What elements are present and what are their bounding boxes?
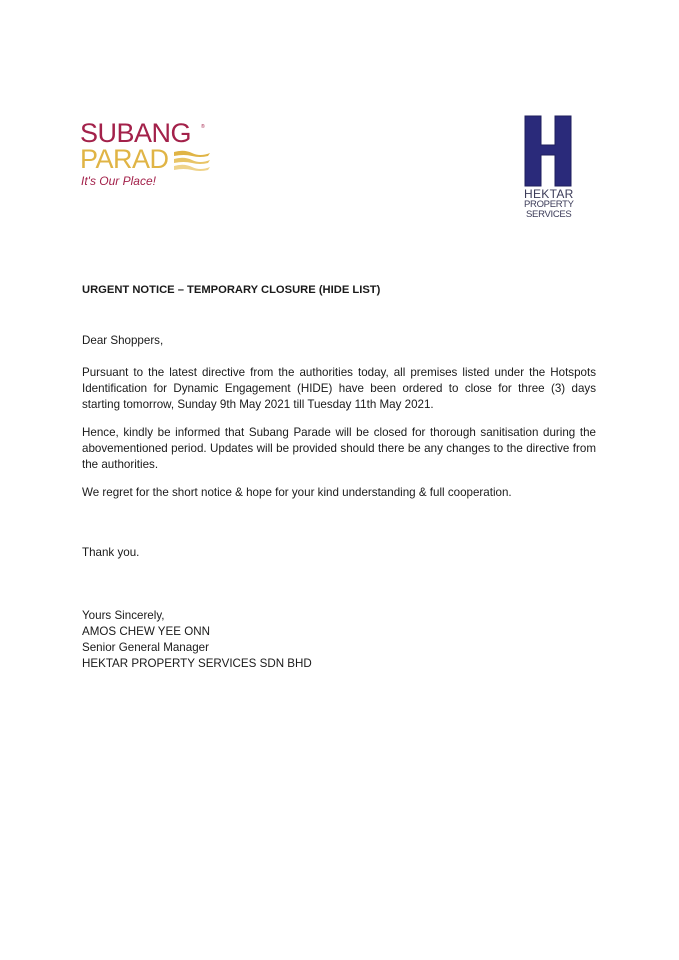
- signatory-name: AMOS CHEW YEE ONN: [82, 625, 210, 638]
- flag-stripes-icon: [174, 150, 210, 172]
- paragraph-regret: We regret for the short notice & hope for your kind understanding & full cooperation.: [82, 486, 512, 499]
- signature-block: [82, 608, 596, 672]
- paragraph-closure: Hence, kindly be informed that Subang Parade will be closed for thorough sanitisation during the abovementioned period. Updates will be provided should there be any changes to the directive from the authorities.: [82, 426, 596, 471]
- registered-mark: ®: [201, 124, 205, 130]
- hektar-wordmark: [524, 188, 580, 220]
- subang-parade-logo: [80, 120, 215, 195]
- closing-thanks: Thank you.: [82, 546, 140, 559]
- paragraph-directive: Pursuant to the latest directive from the authorities today, all premises listed under the Hotspots Identification for Dynamic Engagement (HIDE) have been ordered to close for three (3) days starting tomorrow, Sunday 9th May 2021 till Tuesday 11th May 2021.: [82, 366, 596, 411]
- logo-text-parade: PARAD: [80, 144, 169, 174]
- hektar-wordmark-line3: SERVICES: [526, 209, 572, 220]
- logo-tagline: It's Our Place!: [81, 174, 156, 188]
- signatory-company: HEKTAR PROPERTY SERVICES SDN BHD: [82, 657, 312, 670]
- hektar-logo: [524, 115, 576, 225]
- hektar-wordmark-line1: HEKTAR: [524, 187, 574, 201]
- hektar-h-mark-icon: [524, 115, 572, 187]
- salutation: Dear Shoppers,: [82, 334, 164, 347]
- signature-closing: Yours Sincerely,: [82, 609, 165, 622]
- logo-text-subang: SUBANG: [80, 118, 192, 148]
- notice-title: URGENT NOTICE – TEMPORARY CLOSURE (HIDE LIST): [82, 284, 381, 296]
- hektar-wordmark-line2: PROPERTY: [524, 199, 574, 210]
- signatory-position: Senior General Manager: [82, 641, 209, 654]
